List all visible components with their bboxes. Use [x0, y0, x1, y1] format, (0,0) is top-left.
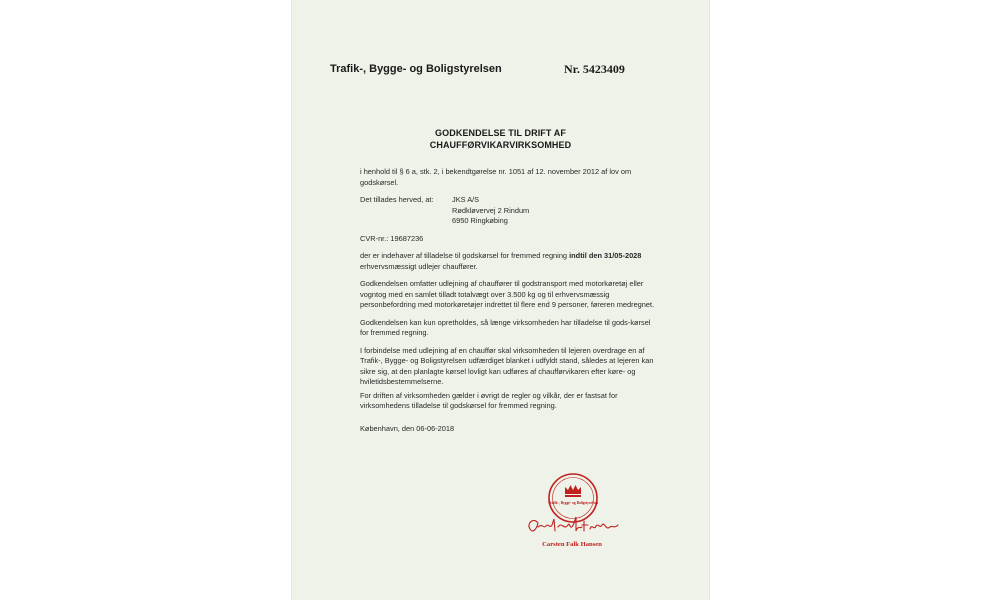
seal-text: Trafik-, Bygge- og Boligstyrelsen [547, 501, 599, 505]
obligation-paragraph: I forbindelse med udlejning af en chauffør skal virksomheden til lejeren overdrage en af Trafik-, Bygge- og Boligstyrelsen udfærdiget blanket i udfyldt stand, således at lejeren kan sikre sig, at den planlagte kørsel lovligt kan udføres af chaufførvikaren efter køre- og hviletidsbestemmelserne. [360, 345, 654, 386]
handwritten-signature [524, 511, 620, 541]
permit-holder [360, 195, 660, 227]
scope-paragraph: Godkendelsen omfatter udlejning af chauffører til godstransport med motorkøretøj eller vogntog med en samlet tilladt totalvægt over 3.500 kg og til erhvervsmæssig personbefordring med motorkøretøjer indrettet til flere end 9 personer, føreren medregnet. [360, 279, 655, 309]
street: Rødkløvervej 2 Rindum [452, 205, 530, 215]
legal-basis: i henhold til § 6 a, stk. 2, i bekendtgørelse nr. 1051 af 12. november 2012 af lov om godskørsel. [360, 167, 632, 187]
validity-post: erhvervsmæssigt udlejer chauffører. [360, 261, 478, 271]
document-number: Nr. 5423409 [564, 62, 625, 76]
rules-paragraph: For driften af virksomheden gælder i øvrigt de regler og vilkår, der er fastsat for virksomhedens tilladelse til godskørsel for fremmed regning. [360, 390, 618, 410]
title-line-1: GODKENDELSE TIL DRIFT AF [435, 128, 566, 138]
signer-name: Carsten Falk Hansen [542, 541, 602, 548]
title-line-2: CHAUFFØRVIKARVIRKSOMHED [429, 140, 572, 150]
validity-pre: der er indehaver af tilladelse til godskørsel for fremmed regning [360, 251, 568, 260]
cvr-value: 19687236 [390, 233, 424, 243]
document-page [292, 0, 709, 600]
document-title [292, 127, 709, 151]
document-body [360, 167, 660, 419]
agency-name: Trafik-, Bygge- og Boligstyrelsen [330, 63, 502, 75]
address-block [452, 195, 529, 227]
postal-city: 6950 Ringkøbing [452, 216, 508, 225]
condition-paragraph: Godkendelsen kan kun opretholdes, så længe virksomheden har tilladelse til gods-kørsel for fremmed regning. [360, 317, 651, 337]
permit-label: Det tillades herved, at: [360, 195, 434, 204]
cvr-line [360, 234, 660, 245]
place-date: København, den 06-06-2018 [360, 424, 455, 433]
validity-date: indtil den 31/05-2028 [569, 251, 642, 260]
cvr-label: CVR-nr.: [360, 233, 389, 243]
validity [360, 251, 660, 272]
company-name: JKS A/S [452, 195, 480, 204]
crown-icon [565, 485, 581, 494]
